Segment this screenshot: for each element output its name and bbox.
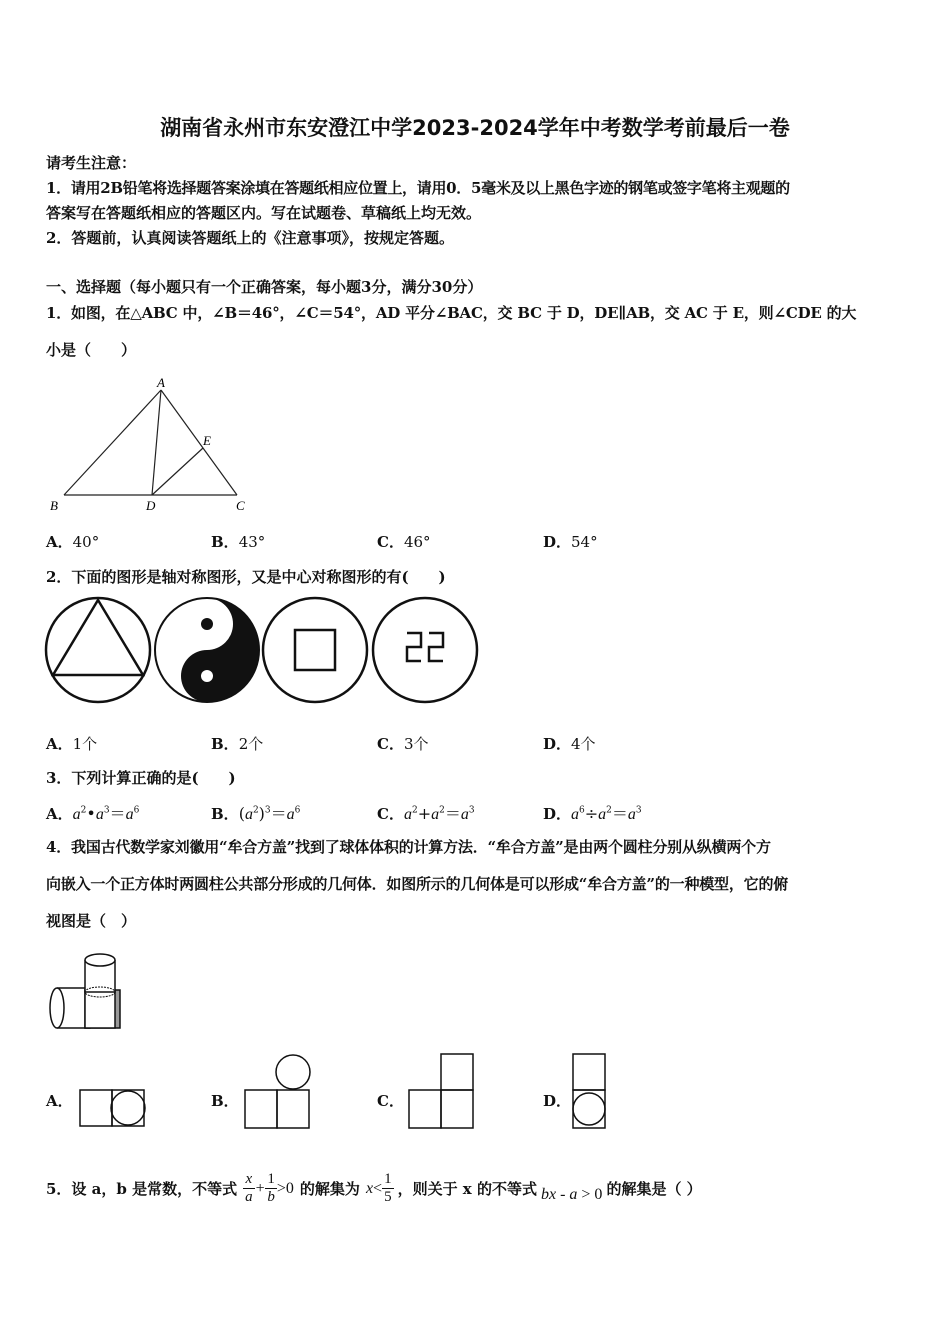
notice-item1-line1: 1．请用2B铅笔将选择题答案涂填在答题纸相应位置上，请用0．5毫米及以上黑色字迹的钢笔或签字笔将主观题的 [46,179,790,197]
q3-option-c[interactable]: C．$a^2+a^2=a^3$ [377,804,475,823]
q4-cylinder-model [45,950,125,1032]
label-c: C [236,498,245,513]
notice-heading: 请考生注意： [46,154,137,172]
notice-item2: 2．答题前，认真阅读答题纸上的《注意事项》，按规定答题。 [46,229,454,247]
q3-option-d[interactable]: D．$a^6\div a^2=a^3$ [543,804,642,823]
label-a: A [157,375,165,390]
q1-option-a[interactable]: A．40° [46,533,100,551]
q2-option-a[interactable]: A．1个 [46,735,98,753]
q4-option-c-label[interactable]: C． [377,1092,404,1110]
q4-text-line2: 向嵌入一个正方体时两圆柱公共部分形成的几何体．如图所示的几何体是可以形成“牟合方盖”的一种模型，它的俯 [46,875,789,893]
q5-solution1: x< $\frac{1}{5}$ [365,1170,392,1205]
q1-option-b[interactable]: B．43° [211,533,266,551]
q4-text-line3: 视图是（ ） [46,912,137,930]
circle-square-figure [263,598,367,702]
q3-text: 3．下列计算正确的是( ) [46,769,236,787]
q4-option-c-figure[interactable] [407,1052,477,1132]
label-d: D [146,498,156,513]
q1-text-line1: 1．如图，在△ABC 中，∠B＝46°，∠C＝54°，AD 平分∠BAC，交 BC 于 D，DE∥AB，交 AC 于 E，则∠CDE 的大 [46,304,857,322]
q5-part4: 的解集是（ ） [606,1179,702,1198]
section-heading: 一、选择题（每小题只有一个正确答案，每小题3分，满分30分） [46,278,483,296]
q4-option-a-figure[interactable] [78,1088,146,1130]
q5-part1: 5．设 a，b 是常数，不等式 [46,1179,238,1198]
segment-ad [152,390,161,495]
q2-text: 2．下面的图形是轴对称图形，又是中心对称图形的有( ) [46,568,446,586]
q2-option-c[interactable]: C．3个 [377,735,429,753]
q5-inequality2: bx - a > 0 [540,1186,603,1203]
q4-option-d-figure[interactable] [571,1052,611,1132]
q5-part3: ，则关于 x 的不等式 [397,1179,537,1198]
side-ac [161,390,237,495]
notice-item1-line2: 答案写在答题纸相应的答题区内。写在试题卷、草稿纸上均无效。 [46,204,482,222]
page-title: 湖南省永州市东安澄江中学2023-2024学年中考数学考前最后一卷 [160,116,790,140]
q4-option-d-label[interactable]: D． [543,1092,572,1110]
circle-pattern-figure [373,598,477,702]
q5-part2: 的解集为 [299,1179,360,1198]
q4-option-b-label[interactable]: B． [211,1092,239,1110]
circle-triangle-figure [46,598,150,702]
q4-text-line1: 4．我国古代数学家刘徽用“牟合方盖”找到了球体体积的计算方法．“牟合方盖”是由两个圆柱分别从纵横两个方 [46,838,771,856]
q5-inequality1: $\frac{x}{a}$ + $\frac{1}{b}$ >0 [245,1170,294,1205]
side-ab [64,390,161,495]
q4-option-b-figure[interactable] [243,1052,313,1132]
label-e: E [203,433,211,448]
q5-text [46,1163,702,1213]
q2-figures [43,595,483,707]
q4-option-a-label[interactable]: A． [46,1092,73,1110]
q1-triangle-figure [40,370,260,515]
q2-option-d[interactable]: D．4个 [543,735,596,753]
q2-option-b[interactable]: B．2个 [211,735,264,753]
q3-option-b[interactable]: B．$(a^2)^3=a^6$ [211,804,301,823]
q1-option-c[interactable]: C．46° [377,533,431,551]
q1-text-line2: 小是（ ） [46,341,137,359]
yin-yang-figure [155,598,259,702]
q1-option-d[interactable]: D．54° [543,533,598,551]
q3-option-a[interactable]: A．$a^2•a^3=a^6$ [46,804,140,823]
label-b: B [50,498,58,513]
segment-de [152,448,203,495]
